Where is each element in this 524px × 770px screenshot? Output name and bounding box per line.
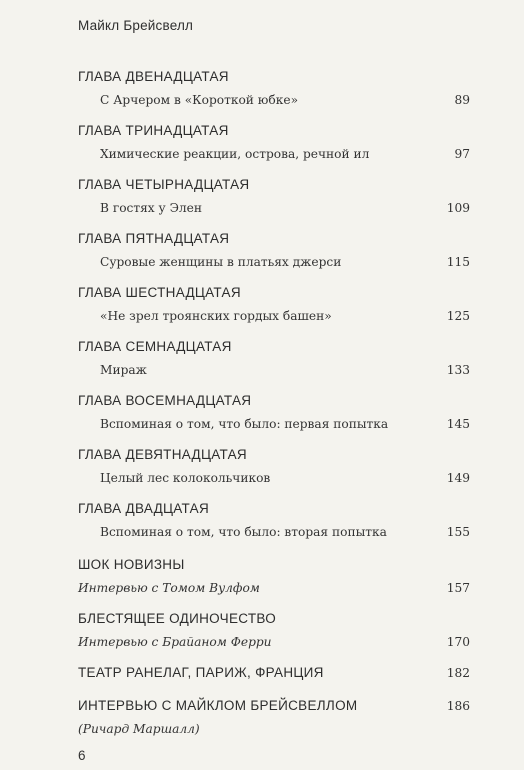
page-number: 149 <box>446 471 470 485</box>
page-number: 182 <box>446 666 470 680</box>
page-number: 170 <box>446 635 470 649</box>
page-folio: 6 <box>78 748 86 763</box>
interview-title: Интервью с Томом Вулфом <box>78 581 260 595</box>
toc-entry <box>78 338 470 379</box>
toc-heading-row <box>78 664 470 682</box>
chapter-heading: ГЛАВА ТРИНАДЦАТАЯ <box>78 123 229 138</box>
toc-sub-row <box>78 523 470 541</box>
toc-entry <box>78 556 470 597</box>
toc-sub-row <box>78 720 470 738</box>
section-heading: БЛЕСТЯЩЕЕ ОДИНОЧЕСТВО <box>78 611 277 626</box>
toc-sub-row <box>78 91 470 109</box>
chapter-heading: ГЛАВА ДВЕНАДЦАТАЯ <box>78 69 229 84</box>
toc-entry <box>78 230 470 271</box>
toc-sub-row <box>78 361 470 379</box>
toc-entry <box>78 697 470 738</box>
chapter-title: Вспоминая о том, что было: вторая попытка <box>100 525 387 539</box>
page-number: 157 <box>446 581 470 595</box>
chapter-heading: ГЛАВА ШЕСТНАДЦАТАЯ <box>78 285 241 300</box>
page-number: 155 <box>446 525 470 539</box>
page-number: 125 <box>446 309 470 323</box>
toc-sub-row <box>78 199 470 217</box>
chapter-title: Суровые женщины в платьях джерси <box>100 255 342 269</box>
toc-sub-row <box>78 579 470 597</box>
page-number: 186 <box>446 699 470 713</box>
toc-entry <box>78 176 470 217</box>
toc-sub-row <box>78 469 470 487</box>
chapter-title: Мираж <box>100 363 147 377</box>
chapter-heading: ГЛАВА ВОСЕМНАДЦАТАЯ <box>78 393 252 408</box>
chapter-heading: ГЛАВА ДЕВЯТНАДЦАТАЯ <box>78 447 247 462</box>
page-number: 133 <box>446 363 470 377</box>
running-head: Майкл Брейсвелл <box>78 18 194 33</box>
toc-entry <box>78 664 470 682</box>
page-number: 89 <box>454 93 470 107</box>
chapter-heading: ГЛАВА СЕМНАДЦАТАЯ <box>78 339 232 354</box>
interview-title: Интервью с Брайаном Ферри <box>78 635 272 649</box>
chapter-title: Целый лес колокольчиков <box>100 471 271 485</box>
page-number: 115 <box>446 255 470 269</box>
chapter-title: Вспоминая о том, что было: первая попытка <box>100 417 389 431</box>
chapter-title: В гостях у Элен <box>100 201 203 215</box>
section-heading: ИНТЕРВЬЮ С МАЙКЛОМ БРЕЙСВЕЛЛОМ <box>78 698 358 713</box>
toc-entry <box>78 610 470 651</box>
section-heading: ТЕАТР РАНЕЛАГ, ПАРИЖ, ФРАНЦИЯ <box>78 665 324 680</box>
toc-sub-row <box>78 415 470 433</box>
toc-sub-row <box>78 307 470 325</box>
page-number: 109 <box>446 201 470 215</box>
toc-entry <box>78 446 470 487</box>
chapter-heading: ГЛАВА ПЯТНАДЦАТАЯ <box>78 231 230 246</box>
chapter-title: Химические реакции, острова, речной ил <box>100 147 370 161</box>
toc-entry <box>78 68 470 109</box>
toc-entry <box>78 284 470 325</box>
page-number: 97 <box>454 147 470 161</box>
toc-entry <box>78 500 470 541</box>
toc-entry <box>78 392 470 433</box>
toc-sub-row <box>78 633 470 651</box>
chapter-title: С Арчером в «Короткой юбке» <box>100 93 299 107</box>
interviewer-name: (Ричард Маршалл) <box>78 722 200 736</box>
section-heading: ШОК НОВИЗНЫ <box>78 557 185 572</box>
chapter-heading: ГЛАВА ДВАДЦАТАЯ <box>78 501 210 516</box>
toc-entry <box>78 122 470 163</box>
toc-sub-row <box>78 253 470 271</box>
chapter-heading: ГЛАВА ЧЕТЫРНАДЦАТАЯ <box>78 177 250 192</box>
toc-heading-row <box>78 697 470 715</box>
page-number: 145 <box>446 417 470 431</box>
chapter-title: «Не зрел троянских гордых башен» <box>100 309 332 323</box>
toc-sub-row <box>78 145 470 163</box>
